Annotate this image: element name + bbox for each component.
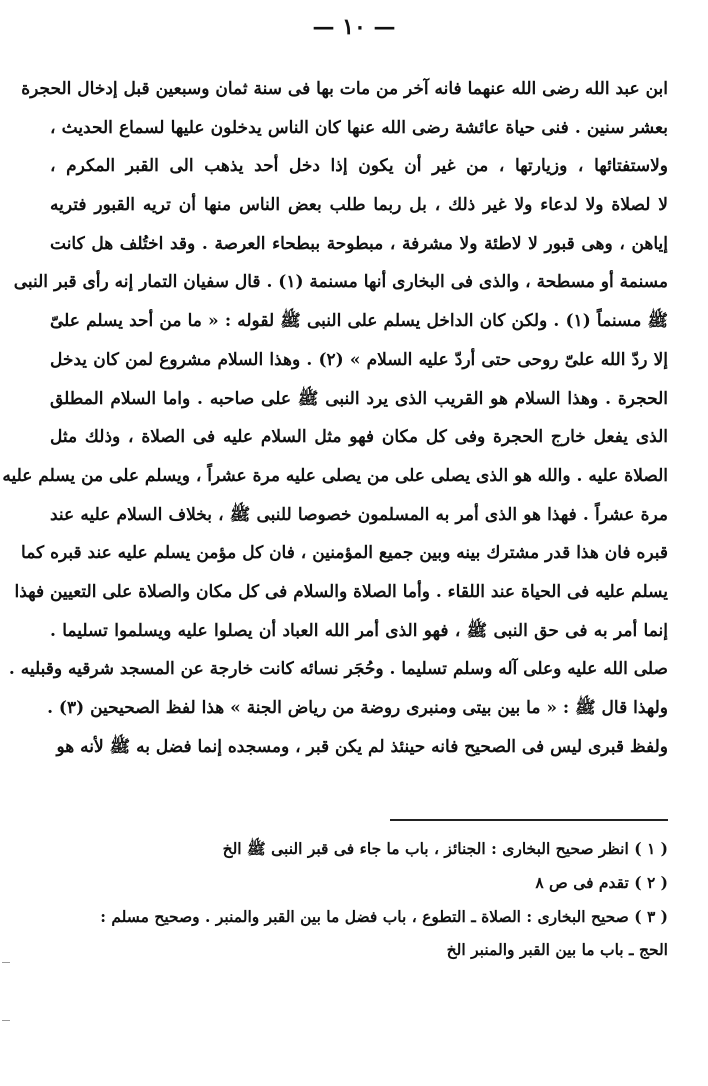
footnote-3 (50, 900, 668, 966)
page-number: — ١٠ — (312, 14, 396, 40)
footnote-line: ( ١ ) انظر صحيح البخارى : الجنائز ، باب ما جاء فى قبر النبى ﷺ الخ (222, 839, 668, 858)
footnote-line: ( ٢ ) تقدم فى ص ٨ (535, 873, 668, 892)
scan-edge-mark (2, 1020, 10, 1021)
footnote-2 (50, 866, 668, 900)
footnotes (50, 832, 668, 966)
text-line: بعشر سنين . فنى حياة عائشة رضى الله عنها كان الناس يدخلون عليها لسماع الحديث ، (50, 117, 668, 138)
text-line: إياهن ، وهى قبور لا لاطئة ولا مشرفة ، مبطوحة ببطحاء العرصة . وقد اختُلف هل كانت (50, 233, 668, 254)
text-line: قبره فان هذا قدر مشترك بينه وبين جميع المؤمنين ، فان كل مؤمن يسلم عليه عند قبره كما (21, 543, 668, 564)
text-line: ﷺ مسنماً (١) . ولكن كان الداخل يسلم على النبى ﷺ لقوله : « ما من أحد يسلم علىّ (50, 311, 668, 332)
text-line: يسلم عليه فى الحياة عند اللقاء . وأما الصلاة والسلام فى كل مكان والصلاة على التعيين فهذا (14, 581, 668, 602)
footnote-line: الحج ـ باب ما بين القبر والمنبر الخ (446, 940, 668, 959)
text-line: ولهذا قال ﷺ : « ما بين بيتى ومنبرى روضة من رياض الجنة » هذا لفظ الصحيحين (٣) . (47, 698, 668, 718)
body-text (2, 70, 668, 766)
text-line: إلا ردّ الله علىّ روحى حتى أردّ عليه السلام » (٢) . وهذا السلام مشروع لمن كان يدخل (50, 349, 668, 370)
text-line: مسنمة أو مسطحة ، والذى فى البخارى أنها مسنمة (١) . قال سفيان التمار إنه رأى قبر النبى (13, 272, 668, 293)
text-line: ابن عبد الله رضى الله عنهما فانه آخر من مات بها فى سنة ثمان وسبعين قبل إدخال الحجرة (21, 79, 668, 99)
text-line: ولفظ قبرى ليس فى الصحيح فانه حينئذ لم يكن قبر ، ومسجده إنما فضل به ﷺ لأنه هو (56, 736, 668, 757)
footnote-divider (390, 819, 668, 821)
text-line: مرة عشراً . فهذا هو الذى أمر به المسلمون خصوصا للنبى ﷺ ، بخلاف السلام عليه عند (50, 504, 668, 525)
text-line: لا لصلاة ولا لدعاء ولا غير ذلك ، بل ربما طلب بعض الناس منها أن تريه القبور فتريه (50, 195, 668, 216)
footnote-line: ( ٣ ) صحيح البخارى : الصلاة ـ التطوع ، باب فضل ما بين القبر والمنبر . وصحيح مسلم : (100, 907, 668, 926)
text-line: الحجرة . وهذا السلام هو القريب الذى يرد النبى ﷺ على صاحبه . واما السلام المطلق (50, 388, 668, 409)
footnote-1 (50, 832, 668, 866)
text-line: صلى الله عليه وعلى آله وسلم تسليما . وحُجَر نسائه كانت خارجة عن المسجد شرقيه وقبليه . (8, 659, 668, 680)
scan-edge-mark (2, 962, 10, 963)
text-line: الصلاة عليه . والله هو الذى يصلى على من يصلى عليه مرة عشراً ، ويسلم على من يسلم عليه (2, 465, 668, 486)
text-line: إنما أمر به فى حق النبى ﷺ ، فهو الذى أمر الله العباد أن يصلوا عليه ويسلموا تسليما . (50, 620, 668, 641)
text-line: الذى يفعل خارج الحجرة وفى كل مكان فهو مثل السلام عليه فى الصلاة ، وذلك مثل (50, 427, 668, 448)
text-line: ولاستفتائها ، وزيارتها ، من غير أن يكون إذا دخل أحد يذهب الى القبر المكرم ، (50, 156, 668, 177)
